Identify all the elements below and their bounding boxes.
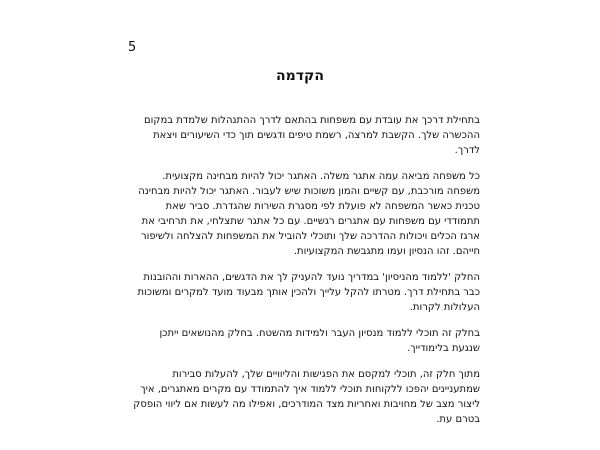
paragraph-4: בחלק זה תוכלי ללמוד מנסיון העבר ולמידות מהשטח. בחלק מהנושאים ייתכן שנגעת בלימודייך. — [159, 328, 480, 354]
paragraph-1: בתחילת דרכך את עובדת עם משפחות בהתאם לדרך ההתנהלות שלמדת במקום ההכשרה שלך. הקשבת למרצה, רשמת טיפים ודגשים תוך כדי השיעורים ויצאת לדרך. — [144, 115, 480, 156]
page-title: הקדמה — [276, 68, 324, 84]
page-number: 5 — [128, 40, 137, 55]
paragraph-2: כל משפחה מביאה עמה אתגר משלה. האתגר יכול להיות מבחינה מקצועית. משפחה מורכבת, עם קשיים והמון משוכות שיש לעבור. האתגר יכול להיות מבחינה טכנית כאשר המשפחה לא פועלת לפי מסגרת השירות שהגדרת. סביר שאת תתמודדי עם משפחות עם אתגרים רגשיים. עם כל אתגר שתצלחי, את תרחיבי את ארגז הכלים ויכולות ההדרכה שלך ותוכלי להוביל את המשפחות להצלחה ולשיפור חייהם. זהו הנסיון ועמו מתגבשת המקצועיות. — [138, 171, 480, 257]
document-body — [130, 113, 480, 438]
paragraph-5: מתוך חלק זה, תוכלי למקסם את הפגישות והליוויים שלך, להעלות סבירות שמתעניינים יהפכו ללקוחות תוכלי ללמוד איך להתמודד עם מקרים מאתגרים, איך ליצור מצב של מחויבות ואחריות מצד המודרכים, ואפילו מה לעשות אם ליווי הופסק בטרם עת. — [133, 369, 480, 425]
paragraph-3: החלק 'ללמוד מהניסיון' במדריך נועד להעניק לך את הדגשים, ההארות וההובנות כבר בתחילת דרך. מטרתו להקל עלייך ולהכין אותך מבעוד מועד למקרים ומשוכות העלולות לקרות. — [137, 272, 480, 313]
